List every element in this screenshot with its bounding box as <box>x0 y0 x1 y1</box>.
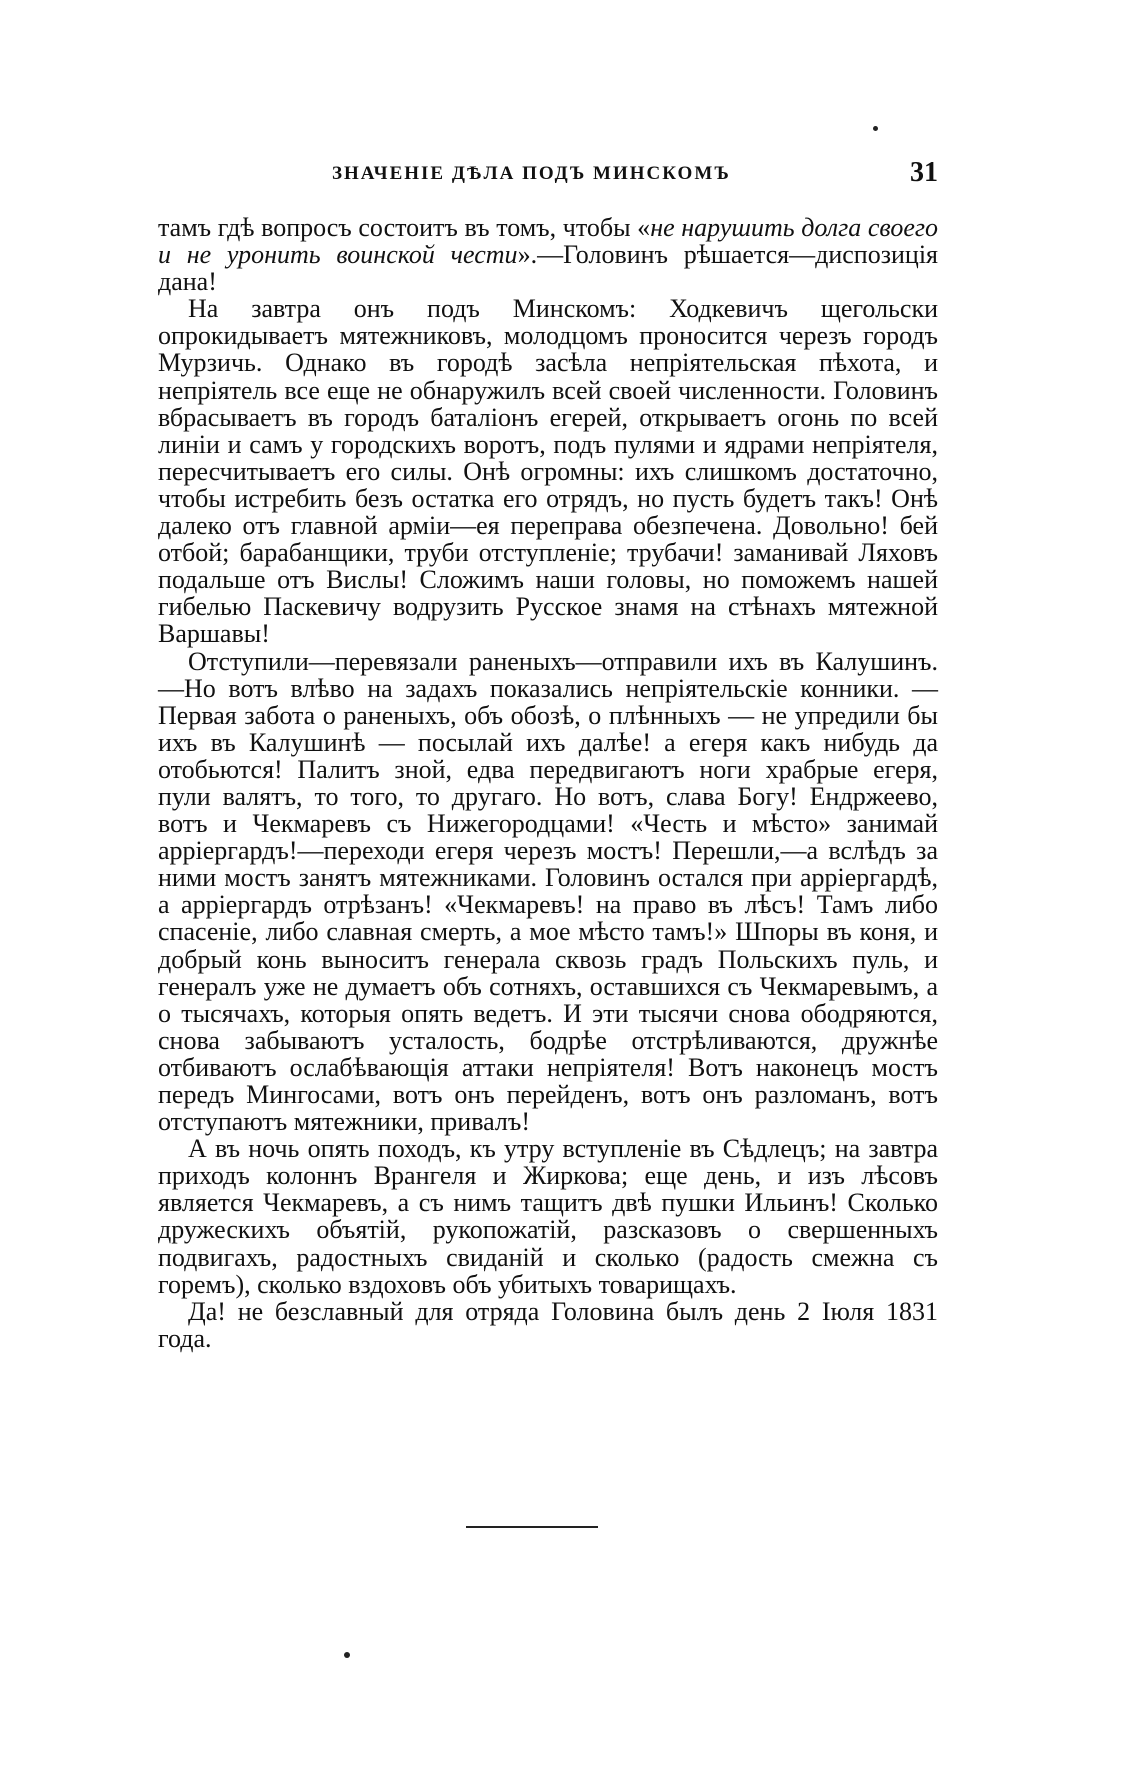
paragraph: А въ ночь опять походъ, къ утру вступленіе въ Сѣдлецъ; на завтра приходъ колоннъ Врангеля и Жиркова; еще день, и изъ лѣсовъ является Чекмаревъ, а съ нимъ тащитъ двѣ пушки Ильинъ! Сколько дружескихъ объятій, рукопожатій, разсказовъ о свершенныхъ подвигахъ, радостныхъ свиданій и сколько (радость смежна съ горемъ), сколько вздоховъ объ убитыхъ товарищахъ. <box>158 1134 938 1299</box>
page-header <box>158 157 938 193</box>
italic-quote: не нарушить долга своего и не уронить воинской чести <box>158 213 939 270</box>
body-text <box>158 214 938 1352</box>
paragraph: Отступили—перевязали раненыхъ—отправили ихъ въ Калушинъ.—Но вотъ влѣво на задахъ показались непріятельскіе конники. — Первая забота о раненыхъ, объ обозѣ, о плѣнныхъ — не упредили бы ихъ въ Калушинѣ — посылай ихъ далѣе! а егеря какъ нибудь да отобьются! Палитъ зной, едва передвигаютъ ноги храбрые егеря, пули валятъ, то того, то другаго. Но вотъ, слава Богу! Ендржеево, вотъ и Чекмаревъ съ Нижегородцами! «Честь и мѣсто» занимай арріергардъ!—переходи егеря черезъ мостъ! Перешли,—а вслѣдъ за ними мостъ занятъ мятежниками. Головинъ остался при арріергардѣ, а арріергардъ отрѣзанъ! «Чекмаревъ! на право въ лѣсъ! Тамъ либо спасеніе, либо славная смерть, а мое мѣсто тамъ!» Шпоры въ коня, и добрый конь выноситъ генерала сквозь градъ Польскихъ пуль, и генералъ уже не думаетъ объ сотняхъ, оставшихся съ Чекмаревымъ, а о тысячахъ, которыя опять ведетъ. И эти тысячи снова ободряются, снова забываютъ усталость, бодрѣе отстрѣливаются, дружнѣе отбиваютъ ослабѣвающія аттаки непріятеля! Вотъ наконецъ мостъ передъ Мингосами, вотъ онъ перейденъ, вотъ онъ разломанъ, вотъ отступаютъ мятежники, привалъ! <box>158 646 938 1137</box>
page-number: 31 <box>910 157 938 188</box>
section-end-rule <box>466 1526 598 1528</box>
paragraph-text: ».—Головинъ рѣшается—диспозиція дана! <box>158 240 938 297</box>
paragraph: На завтра онъ подъ Минскомъ: Ходкевичъ щегольски опрокидываетъ мятежниковъ, молодцомъ проносится черезъ городъ Мурзичь. Однако въ городѣ засѣла непріятельская пѣхота, и непріятель все еще не обнаружилъ всей своей численности. Головинъ вбрасываетъ въ городъ баталіонъ егерей, открываетъ огонь по всей линіи и самъ у городскихъ воротъ, подъ пулями и ядрами непріятеля, пересчитываетъ его силы. Онѣ огромны: ихъ слишкомъ достаточно, чтобы истребить безъ остатка его отрядъ, но пусть будетъ такъ! Онѣ далеко отъ главной арміи—ея переправа обезпечена. Довольно! бей отбой; барабанщики, труби отступленіе; трубачи! заманивай Ляховъ подальше отъ Вислы! Сложимъ наши головы, но поможемъ нашей гибелью Паскевичу водрузить Русское знамя на стѣнахъ мятежной Варшавы! <box>158 294 938 649</box>
paragraph: Да! не безславный для отряда Головина былъ день 2 Іюля 1831 года. <box>158 1296 938 1353</box>
paragraph-text: тамъ гдѣ вопросъ состоитъ въ томъ, чтобы « <box>158 213 651 242</box>
paragraph-continuation <box>158 214 938 295</box>
ink-speck <box>873 126 878 131</box>
running-title: ЗНАЧЕНIЕ ДѢЛА ПОДЪ МИНСКОМЪ <box>332 163 731 184</box>
ink-speck <box>344 1652 350 1658</box>
